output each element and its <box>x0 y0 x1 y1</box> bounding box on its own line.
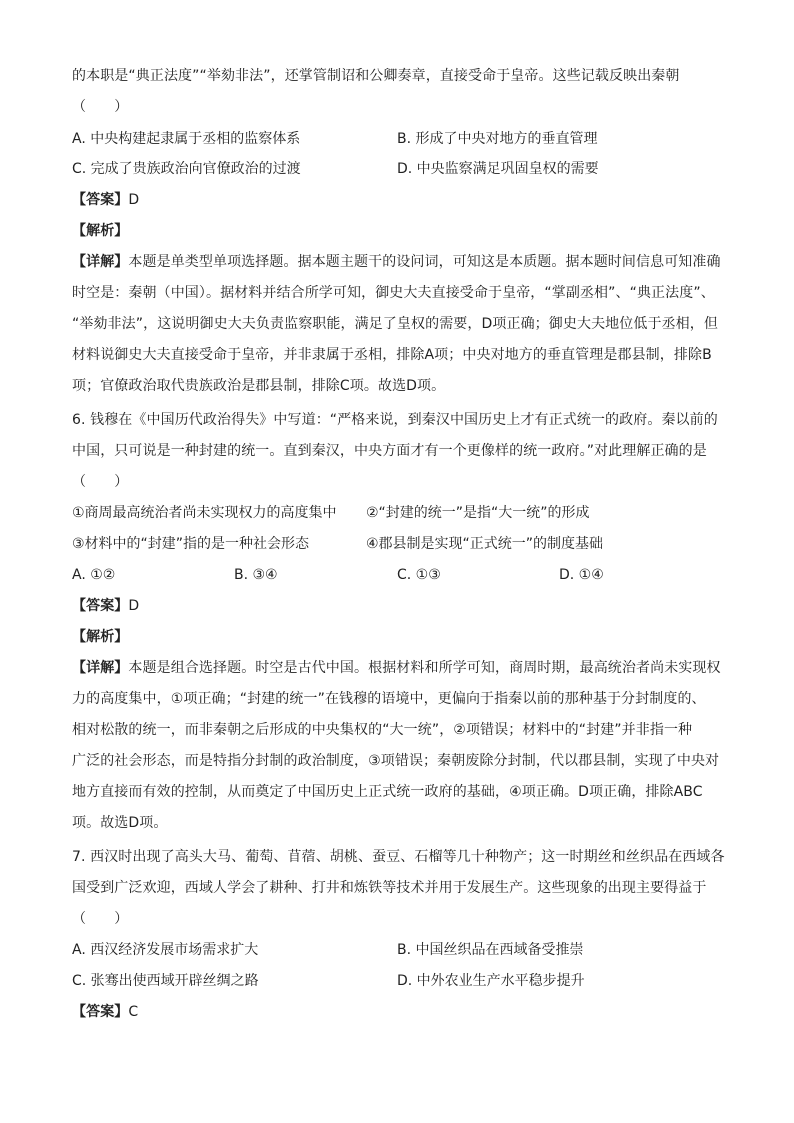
q6-statement-2: ②“封建的统一”是指“大一统”的形成 <box>366 505 590 521</box>
q5-option-b: B. 形成了中央对地方的垂直管理 <box>397 131 598 147</box>
q7-option-c: C. 张骞出使西域开辟丝绸之路 <box>72 973 259 989</box>
q5-detail-line-3: “举劾非法”，这说明御史大夫负责监察职能，满足了皇权的需要，D项正确；御史大夫地位低于丞相，但 <box>72 316 718 332</box>
q5-stem-line-2: （ ） <box>72 99 129 115</box>
q6-statement-1: ①商周最高统治者尚未实现权力的高度集中 <box>72 505 337 521</box>
detail-text: 本题是单类型单项选择题。据本题主题干的设问词，可知这是本质题。据本题时间信息可知准确 <box>128 254 721 270</box>
q6-option-b: B. ③④ <box>234 567 278 583</box>
q7-stem-line-3: （ ） <box>72 911 129 927</box>
q5-option-d: D. 中央监察满足巩固皇权的需要 <box>397 161 599 177</box>
q6-option-a: A. ①② <box>72 567 116 583</box>
q6-stem-line-1: 6. 钱穆在《中国历代政治得失》中写道：“严格来说，到秦汉中国历史上才有正式统一的政府。秦以前的 <box>72 412 718 428</box>
q7-stem-line-2: 国受到广泛欢迎，西域人学会了耕种、打井和炼铁等技术并用于发展生产。这些现象的出现主要得益于 <box>72 880 707 896</box>
q7-option-d: D. 中外农业生产水平稳步提升 <box>397 973 585 989</box>
answer-value: D <box>128 192 140 208</box>
q7-option-a: A. 西汉经济发展市场需求扩大 <box>72 942 259 958</box>
q5-detail-line-5: 项；官僚政治取代贵族政治是郡县制，排除C项。故选D项。 <box>72 378 446 394</box>
q5-option-c: C. 完成了贵族政治向官僚政治的过渡 <box>72 161 301 177</box>
q6-detail-line-6: 项。故选D项。 <box>72 815 168 831</box>
detail-label: 【详解】 <box>72 660 129 676</box>
answer-value: D <box>128 598 140 614</box>
q6-detail-line-2: 力的高度集中，①项正确；“封建的统一”在钱穆的语境中，更偏向于指秦以前的那种基于分封制度的、 <box>72 691 706 707</box>
q6-analysis-label: 【解析】 <box>72 629 129 645</box>
q6-statement-4: ④郡县制是实现“正式统一”的制度基础 <box>366 536 604 552</box>
detail-text: 本题是组合选择题。时空是古代中国。根据材料和所学可知，商周时期，最高统治者尚未实现权 <box>128 660 721 676</box>
answer-label: 【答案】 <box>72 1004 129 1020</box>
q5-detail-line-4: 材料说御史大夫直接受命于皇帝，并非隶属于丞相，排除A项；中央对地方的垂直管理是郡县制，排除B <box>72 347 712 363</box>
q6-stem-line-3: （ ） <box>72 474 129 490</box>
answer-value: C <box>128 1004 139 1020</box>
q5-analysis-label: 【解析】 <box>72 223 129 239</box>
q6-option-d: D. ①④ <box>559 567 604 583</box>
q6-detail-line-3: 相对松散的统一，而非秦朝之后形成的中央集权的“大一统”，②项错误；材料中的“封建”并非指一种 <box>72 722 693 738</box>
q6-detail-line-4: 广泛的社会形态，而是特指分封制的政治制度，③项错误；秦朝废除分封制，代以郡县制，实现了中央对 <box>72 753 720 769</box>
q7-option-b: B. 中国丝织品在西域备受推崇 <box>397 942 584 958</box>
q5-stem-line-1: 的本职是“典正法度”“举劾非法”，还掌管制诏和公卿奏章，直接受命于皇帝。这些记载反映出秦朝 <box>72 68 680 84</box>
q6-statement-3: ③材料中的“封建”指的是一种社会形态 <box>72 536 310 552</box>
q7-stem-line-1: 7. 西汉时出现了高头大马、葡萄、苜蓿、胡桃、蚕豆、石榴等几十种物产；这一时期丝和丝织品在西域各 <box>72 849 725 865</box>
detail-label: 【详解】 <box>72 254 129 270</box>
q5-detail-line-1 <box>72 252 721 272</box>
q7-answer <box>72 1002 138 1022</box>
q6-detail-line-1 <box>72 658 721 678</box>
q6-stem-line-2: 中国，只可说是一种封建的统一。直到秦汉，中央方面才有一个更像样的统一政府。”对此理解正确的是 <box>72 443 707 459</box>
answer-label: 【答案】 <box>72 598 129 614</box>
q6-detail-line-5: 地方直接而有效的控制，从而奠定了中国历史上正式统一政府的基础，④项正确。D项正确，排除ABC <box>72 784 703 800</box>
q5-detail-line-2: 时空是：秦朝（中国）。据材料并结合所学可知，御史大夫直接受命于皇帝，“掌副丞相”、“典正法度”、 <box>72 285 715 301</box>
q6-option-c: C. ①③ <box>397 567 441 583</box>
q6-answer <box>72 596 139 616</box>
answer-label: 【答案】 <box>72 192 129 208</box>
q5-option-a: A. 中央构建起隶属于丞相的监察体系 <box>72 131 301 147</box>
q5-answer <box>72 190 139 210</box>
